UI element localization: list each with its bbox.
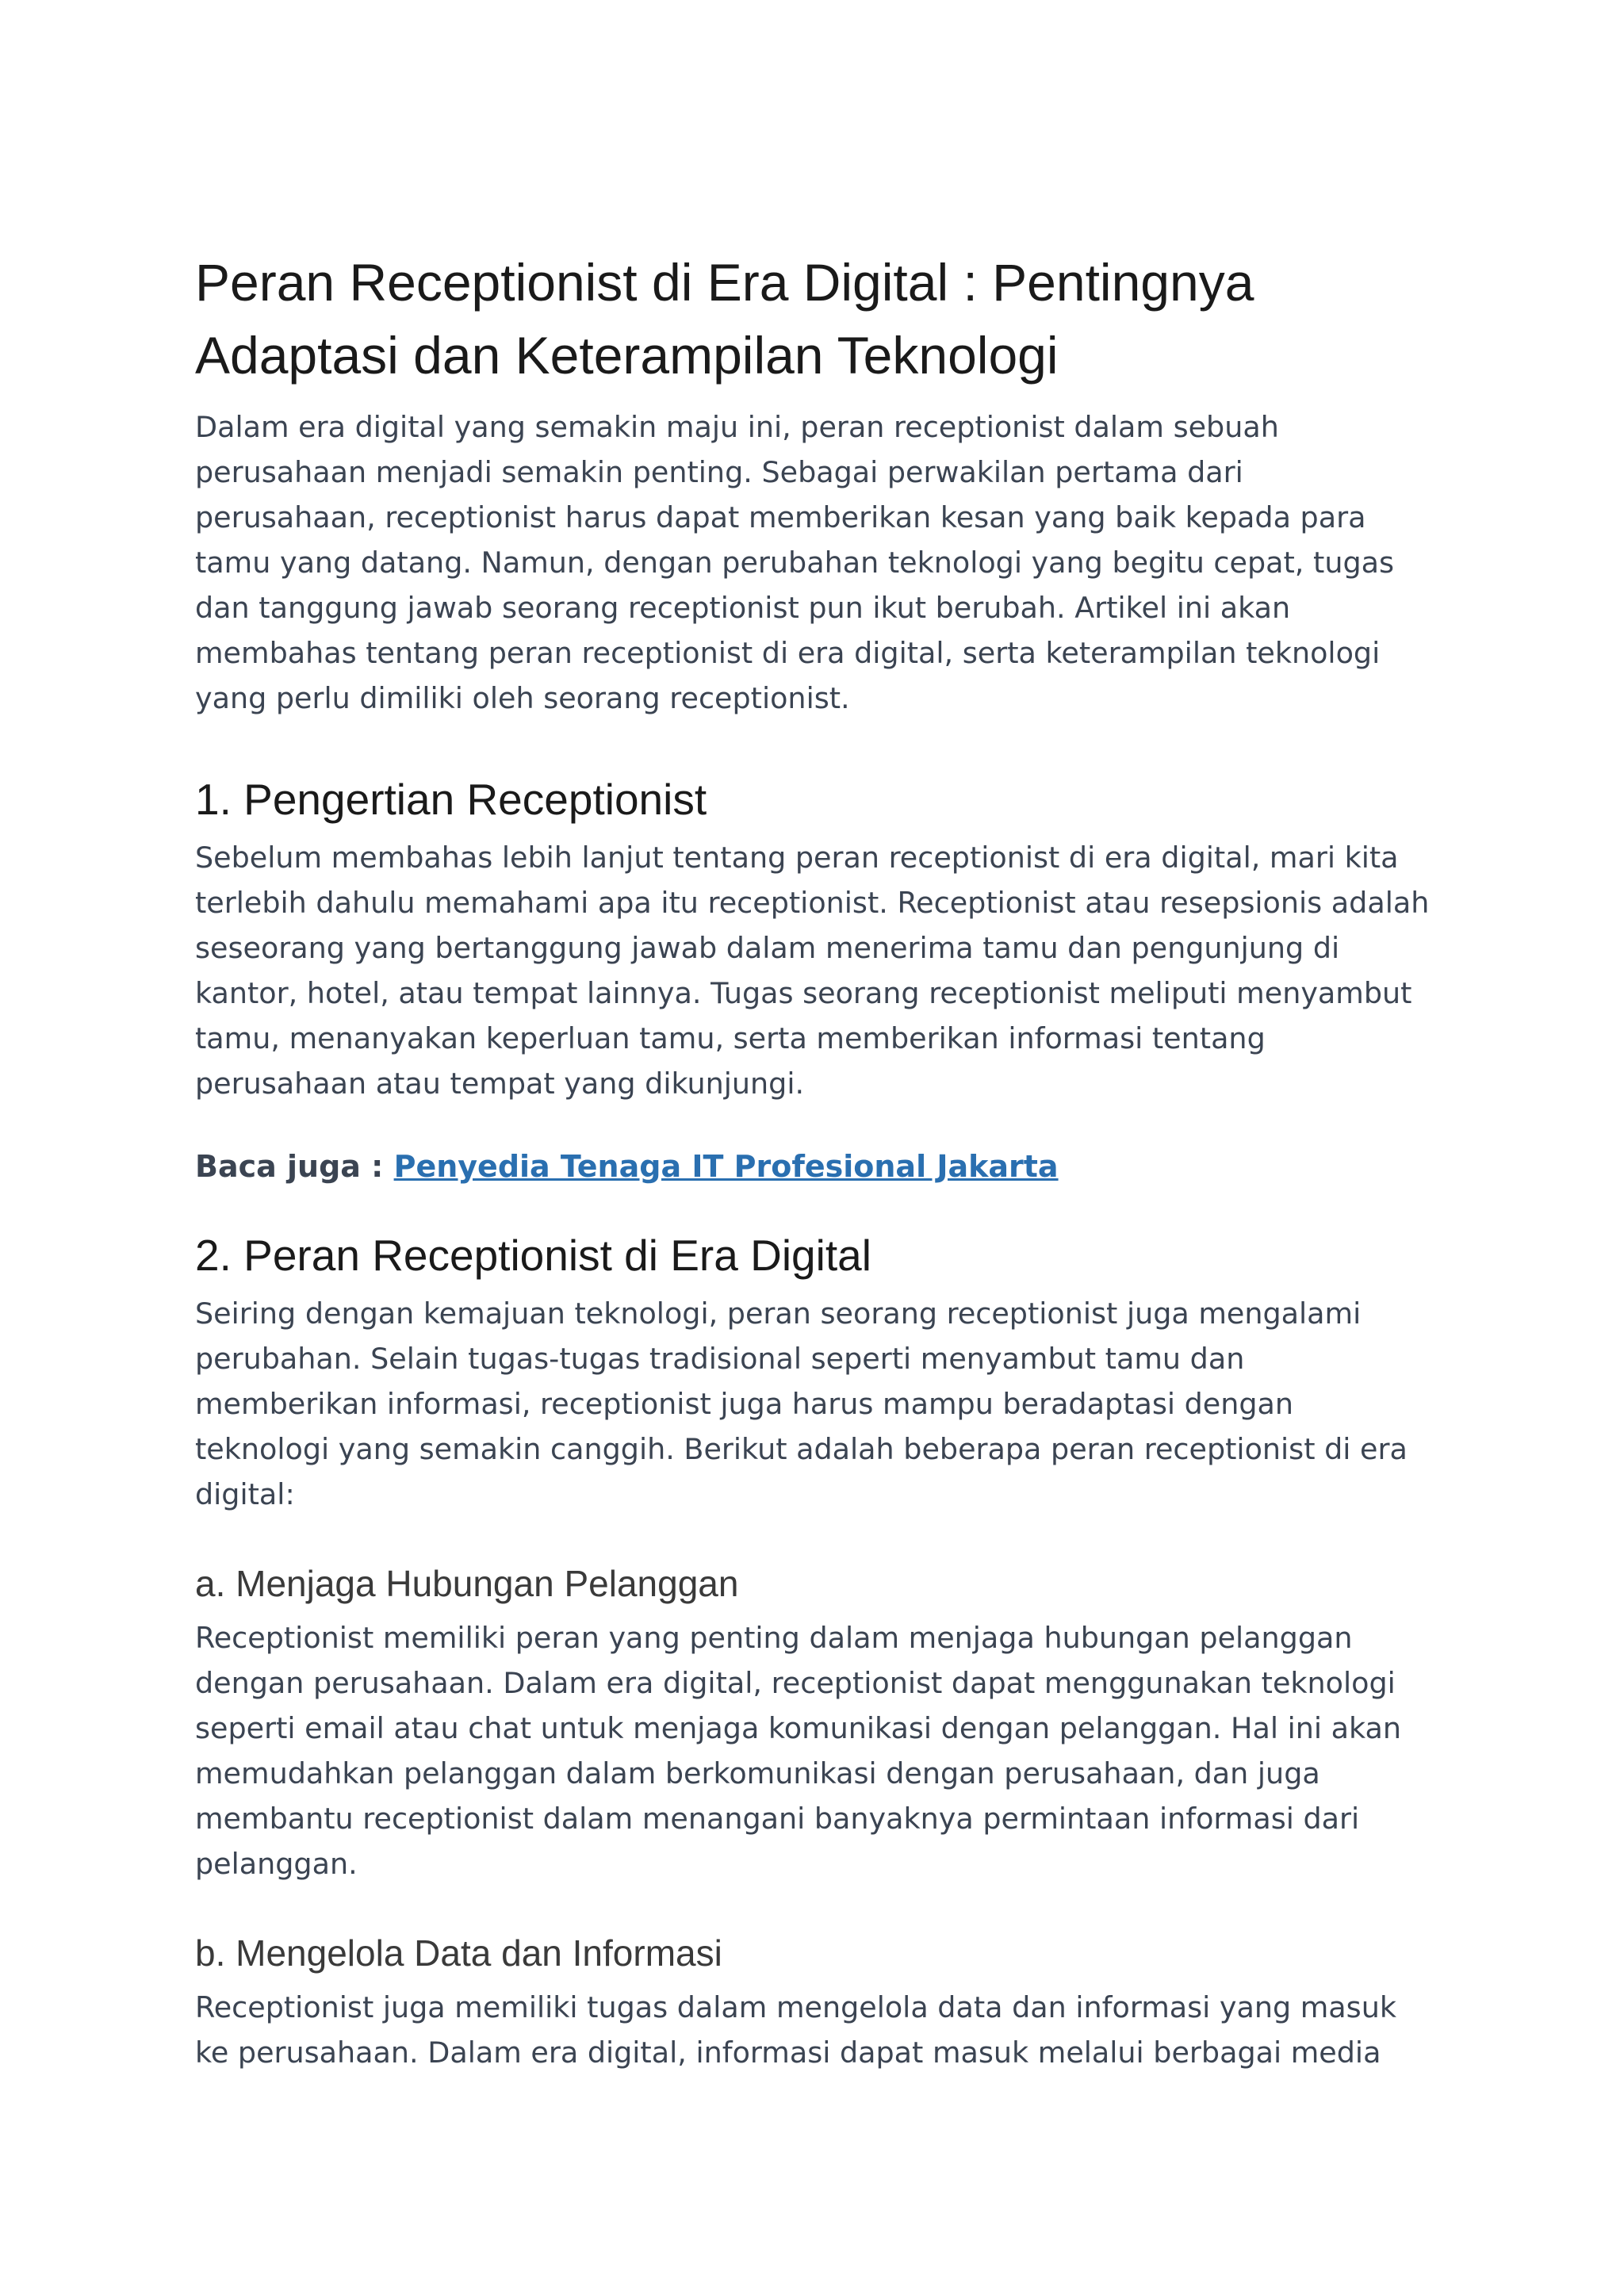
subsection-b-heading: b. Mengelola Data dan Informasi [195,1932,722,1974]
section-2-paragraph: Seiring dengan kemajuan teknologi, peran seorang receptionist juga mengalami perubahan. Selain tugas-tugas tradisional seperti menyambut tamu dan memberikan informasi, receptionist juga harus mampu beradaptasi dengan teknologi yang semakin canggih. Berikut adalah beberapa peran receptionist di era digital: [195,1296,1408,1511]
section-1-paragraph: Sebelum membahas lebih lanjut tentang peran receptionist di era digital, mari kita terlebih dahulu memahami apa itu receptionist. Receptionist atau resepsionis adalah seseorang yang bertanggung jawab dalam menerima tamu dan pengunjung di kantor, hotel, atau tempat lainnya. Tugas seorang receptionist meliputi menyambut tamu, menanyakan keperluan tamu, serta memberikan informasi tentang perusahaan atau tempat yang dikunjungi. [195,841,1430,1101]
read-also-link[interactable]: Penyedia Tenaga IT Profesional Jakarta [393,1149,1059,1184]
section-1-heading: 1. Pengertian Receptionist [195,775,707,824]
article-title: Peran Receptionist di Era Digital : Pentingnya Adaptasi dan Keterampilan Teknologi [195,253,1254,385]
subsection-b-paragraph: Receptionist juga memiliki tugas dalam mengelola data dan informasi yang masuk ke perusahaan. Dalam era digital, informasi dapat masuk melalui berbagai media [195,1990,1396,2070]
subsection-a-heading: a. Menjaga Hubungan Pelanggan [195,1563,739,1604]
subsection-a-paragraph: Receptionist memiliki peran yang penting dalam menjaga hubungan pelanggan dengan perusahaan. Dalam era digital, receptionist dapat menggunakan teknologi seperti email atau chat untuk menjaga komunikasi dengan pelanggan. Hal ini akan memudahkan pelanggan dalam berkomunikasi dengan perusahaan, dan juga membantu receptionist dalam menangani banyaknya permintaan informasi dari pelanggan. [195,1621,1401,1881]
document-page [195,246,1432,2075]
read-also-label: Baca juga : [195,1149,394,1184]
section-2-heading: 2. Peran Receptionist di Era Digital [195,1231,871,1280]
intro-paragraph: Dalam era digital yang semakin maju ini, peran receptionist dalam sebuah perusahaan menjadi semakin penting. Sebagai perwakilan pertama dari perusahaan, receptionist harus dapat memberikan kesan yang baik kepada para tamu yang datang. Namun, dengan perubahan teknologi yang begitu cepat, tugas dan tanggung jawab seorang receptionist pun ikut berubah. Artikel ini akan membahas tentang peran receptionist di era digital, serta keterampilan teknologi yang perlu dimiliki oleh seorang receptionist. [195,410,1395,715]
read-also [195,1144,1432,1189]
